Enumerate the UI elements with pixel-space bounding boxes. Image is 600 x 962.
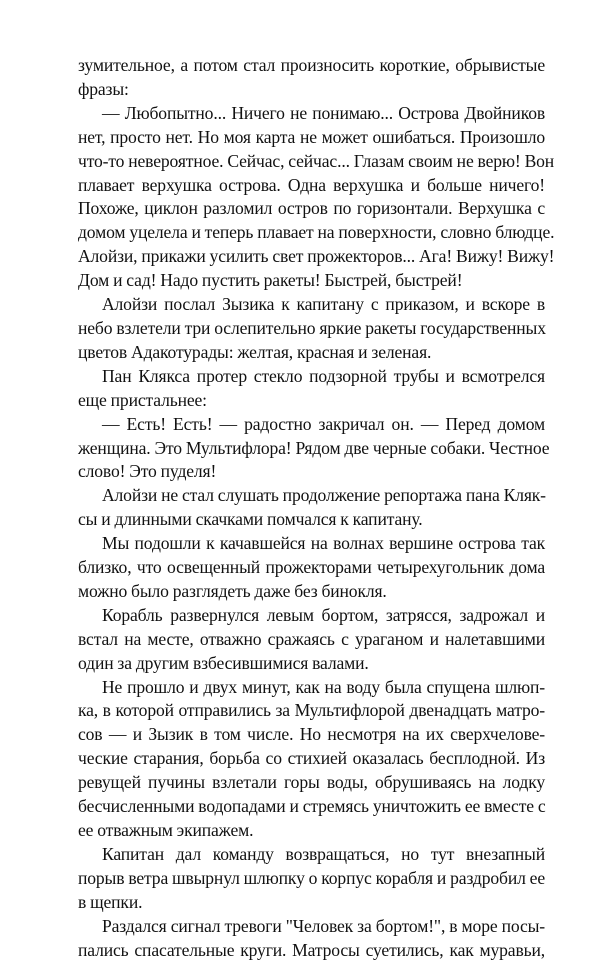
paragraph	[78, 365, 545, 413]
text-line: домом уцелела и теперь плавает на поверхности, словно блюдце.	[78, 222, 555, 243]
text-line: можно было разглядеть даже без бинокля.	[78, 580, 387, 601]
text-line: Алойзи не стал слушать продолжение репортажа пана Кляк-	[102, 485, 546, 506]
text-line: женщина. Это Мультифлора! Рядом две черные собаки. Честное	[78, 437, 550, 458]
text-line: сы и длинными скачками помчался к капитану.	[78, 509, 423, 530]
paragraph	[78, 604, 545, 676]
text-line: — Есть! Есть! — радостно закричал он. — Перед домом	[102, 413, 545, 434]
text-line: Дом и сад! Надо пустить ракеты! Быстрей, быстрей!	[78, 270, 463, 291]
text-line: Не прошло и двух минут, как на воду была спущена шлюп-	[102, 676, 545, 697]
paragraph	[78, 915, 545, 962]
text-line: Капитан дал команду возвращаться, но тут внезапный	[102, 843, 545, 864]
text-line: зумительное, а потом стал произносить короткие, обрывистые	[78, 55, 545, 75]
text-line: — Любопытно... Ничего не понимаю... Острова Двойников	[102, 102, 545, 123]
paragraph	[78, 102, 555, 293]
text-line: нет, просто нет. Но моя карта не может ошибаться. Произошло	[78, 126, 545, 147]
text-line: Пан Клякса протер стекло подзорной трубы и всмотрелся	[102, 365, 545, 386]
text-line: порыв ветра швырнул шлюпку о корпус корабля и раздробил ее	[78, 867, 545, 888]
text-line: слово! Это пуделя!	[78, 461, 217, 482]
text-line: фразы:	[78, 78, 129, 99]
text-line: ревущей пучины взлетали горы воды, обрушиваясь на лодку	[78, 772, 545, 793]
text-line: Раздался сигнал тревоги "Человек за бортом!", в море посы-	[102, 915, 545, 936]
text-line: Похоже, циклон разломил остров по горизонтали. Верхушка с	[78, 198, 545, 219]
text-line: в щепки.	[78, 891, 143, 912]
page-text	[78, 54, 555, 962]
text-line: небо взлетели три ослепительно яркие ракеты государственных	[78, 317, 546, 338]
paragraph	[78, 676, 545, 843]
text-line: плавает верхушка острова. Одна верхушка и больше ничего!	[78, 174, 545, 195]
text-line: Мы подошли к качавшейся на волнах вершине острова так	[102, 533, 545, 554]
text-line: один за другим взбесившимися валами.	[78, 652, 369, 673]
paragraph	[78, 484, 545, 532]
paragraph	[78, 532, 545, 604]
text-line: ческие старания, борьба со стихией оказалась бесплодной. Из	[78, 748, 545, 769]
text-line: Алойзи послал Зызика к капитану с приказом, и вскоре в	[102, 294, 545, 315]
text-line: ее отважным экипажем.	[78, 820, 254, 840]
text-line: Корабль развернулся левым бортом, затрясся, задрожал и	[102, 604, 545, 625]
text-line: пались спасательные круги. Матросы суетились, как муравьи,	[78, 939, 545, 960]
text-line: встал на месте, отважно сражаясь с ураганом и налетавшими	[78, 628, 545, 649]
text-line: еще пристальнее:	[78, 389, 207, 410]
text-line: Алойзи, прикажи усилить свет прожекторов... Ага! Вижу! Вижу!	[78, 246, 555, 267]
text-line: ка, в которой отправились за Мультифлорой двенадцать матро-	[78, 700, 545, 721]
text-line: бесчисленными водопадами и стремясь уничтожить ее вместе с	[78, 796, 546, 817]
text-line: цветов Адакотурады: желтая, красная и зеленая.	[78, 341, 432, 362]
paragraph	[78, 293, 545, 365]
text-line: близко, что освещенный прожекторами четырехугольник дома	[78, 557, 545, 578]
paragraph	[78, 54, 545, 102]
paragraph	[78, 413, 550, 485]
text-line: сов — и Зызик в том числе. Но несмотря на их сверхчелове-	[78, 724, 545, 745]
text-line: что-то невероятное. Сейчас, сейчас... Глазам своим не верю! Вон	[78, 150, 555, 171]
